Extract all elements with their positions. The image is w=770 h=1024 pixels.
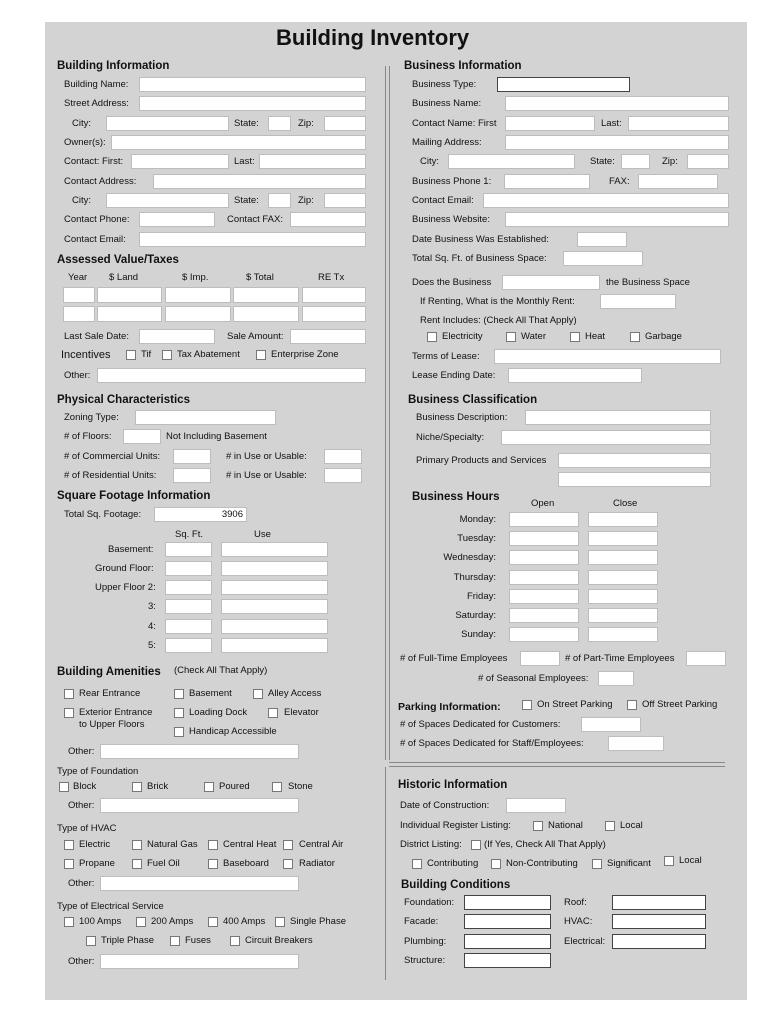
- hvac-heading: Type of HVAC: [57, 823, 117, 834]
- significant-checkbox[interactable]: [592, 859, 602, 869]
- business-contact-last-label: Last:: [601, 118, 622, 129]
- mailing-address-label: Mailing Address:: [412, 137, 482, 148]
- poured-label: Poured: [219, 781, 250, 792]
- col-imp: $ Imp.: [182, 272, 209, 283]
- hours-sunday: Sunday:: [461, 629, 496, 640]
- central-air-label: Central Air: [299, 839, 344, 850]
- district-listing-checkbox[interactable]: [471, 840, 481, 850]
- business-description-field[interactable]: [525, 410, 711, 425]
- contact-last-field[interactable]: [259, 154, 366, 169]
- lease-ending-label: Lease Ending Date:: [412, 370, 496, 381]
- assessed-heading: Assessed Value/Taxes: [57, 254, 179, 266]
- contact-fax-field[interactable]: [290, 212, 366, 227]
- contact-first-label: Contact: First:: [64, 156, 124, 167]
- structure-condition-label: Structure:: [404, 955, 446, 966]
- building-name-field[interactable]: [139, 77, 366, 92]
- 400-amps-checkbox[interactable]: [208, 917, 218, 927]
- business-info-heading: Business Information: [404, 60, 522, 72]
- incentives-other-label: Other:: [64, 370, 91, 381]
- plumbing-condition-field[interactable]: [464, 934, 551, 949]
- zip2-label: Zip:: [298, 195, 314, 206]
- triple-phase-checkbox[interactable]: [86, 936, 96, 946]
- close-column-label: Close: [613, 498, 638, 509]
- commercial-in-use-field[interactable]: [324, 449, 362, 464]
- mailing-address-field[interactable]: [505, 135, 729, 150]
- own-or-rent-field[interactable]: [502, 275, 600, 290]
- rear-entrance-checkbox[interactable]: [64, 689, 74, 699]
- use-column-label: Use: [254, 529, 271, 540]
- floor3-sqft-field[interactable]: [165, 599, 212, 614]
- alley-access-label: Alley Access: [268, 688, 322, 699]
- roof-condition-field[interactable]: [612, 895, 706, 910]
- loading-dock-label: Loading Dock: [189, 707, 248, 718]
- last-sale-label: Last Sale Date:: [64, 331, 129, 342]
- tuesday-close-field[interactable]: [588, 531, 658, 546]
- elevator-checkbox[interactable]: [268, 708, 278, 718]
- off-street-parking-label: Off Street Parking: [642, 699, 718, 710]
- 100-amps-label: 100 Amps: [79, 916, 122, 927]
- contact-name-label: Contact Name: First: [412, 118, 497, 129]
- zip2-field[interactable]: [324, 193, 366, 208]
- roof-condition-label: Roof:: [564, 897, 587, 908]
- foundation-heading: Type of Foundation: [57, 766, 139, 777]
- central-heat-checkbox[interactable]: [208, 840, 218, 850]
- part-time-field[interactable]: [686, 651, 726, 666]
- total-sqft-value: 3906: [221, 509, 243, 520]
- circuit-breakers-label: Circuit Breakers: [245, 935, 313, 946]
- contact-address-field[interactable]: [153, 174, 366, 189]
- stone-label: Stone: [288, 781, 313, 792]
- floor3-use-field[interactable]: [221, 599, 328, 614]
- ground-sqft-field[interactable]: [165, 561, 212, 576]
- exterior-entrance-label: Exterior Entrance: [79, 707, 153, 718]
- handicap-checkbox[interactable]: [174, 727, 184, 737]
- 100-amps-checkbox[interactable]: [64, 917, 74, 927]
- district-listing-label: District Listing:: [400, 839, 462, 850]
- assessed-land-1[interactable]: [97, 287, 162, 303]
- established-label: Date Business Was Established:: [412, 234, 549, 245]
- structure-condition-field[interactable]: [464, 953, 551, 968]
- incentives-other-field[interactable]: [97, 368, 366, 383]
- full-time-field[interactable]: [520, 651, 560, 666]
- business-space-label: the Business Space: [606, 277, 690, 288]
- city2-label: City:: [72, 195, 91, 206]
- hours-thursday: Thursday:: [453, 572, 496, 583]
- electrical-other-field[interactable]: [100, 954, 299, 969]
- non-contributing-label: Non-Contributing: [506, 858, 578, 869]
- hours-wednesday: Wednesday:: [443, 552, 496, 563]
- foundation-other-field[interactable]: [100, 798, 299, 813]
- sqft-row-5: 5:: [148, 640, 156, 651]
- business-fax-label: FAX:: [609, 176, 630, 187]
- contributing-checkbox[interactable]: [412, 859, 422, 869]
- lease-ending-field[interactable]: [508, 368, 642, 383]
- exterior-entrance-checkbox[interactable]: [64, 708, 74, 718]
- rent-includes-label: Rent Includes: (Check All That Apply): [420, 315, 577, 326]
- amenities-other-label: Other:: [68, 746, 95, 757]
- fuses-checkbox[interactable]: [170, 936, 180, 946]
- zip-field[interactable]: [324, 116, 366, 131]
- basement-label: Basement: [189, 688, 232, 699]
- monthly-rent-label: If Renting, What is the Monthly Rent:: [420, 296, 575, 307]
- incentives-label: Incentives: [61, 349, 111, 361]
- floor5-sqft-field[interactable]: [165, 638, 212, 653]
- foundation-other-label: Other:: [68, 800, 95, 811]
- monthly-rent-field[interactable]: [600, 294, 676, 309]
- commercial-units-field[interactable]: [173, 449, 211, 464]
- local-district-checkbox[interactable]: [664, 856, 674, 866]
- products-field-1[interactable]: [558, 453, 711, 468]
- water-label: Water: [521, 331, 546, 342]
- floors-label: # of Floors:: [64, 431, 112, 442]
- last-sale-field[interactable]: [139, 329, 215, 344]
- products-field-2[interactable]: [558, 472, 711, 487]
- block-label: Block: [73, 781, 97, 792]
- state2-field[interactable]: [268, 193, 291, 208]
- propane-label: Propane: [79, 858, 115, 869]
- local-checkbox[interactable]: [605, 821, 615, 831]
- individual-register-label: Individual Register Listing:: [400, 820, 511, 831]
- open-column-label: Open: [531, 498, 555, 509]
- business-phone-label: Business Phone 1:: [412, 176, 492, 187]
- hvac-other-field[interactable]: [100, 876, 299, 891]
- contact-email-field[interactable]: [139, 232, 366, 247]
- block-checkbox[interactable]: [59, 782, 69, 792]
- residential-in-use-field[interactable]: [324, 468, 362, 483]
- natural-gas-checkbox[interactable]: [132, 840, 142, 850]
- business-phone-field[interactable]: [504, 174, 590, 189]
- significant-label: Significant: [607, 858, 651, 869]
- hvac-condition-field[interactable]: [612, 914, 706, 929]
- building-info-heading: Building Information: [57, 60, 170, 72]
- business-state-label: State:: [590, 156, 615, 167]
- hvac-other-label: Other:: [68, 878, 95, 889]
- triple-phase-label: Triple Phase: [101, 935, 154, 946]
- circuit-breakers-checkbox[interactable]: [230, 936, 240, 946]
- zoning-field[interactable]: [135, 410, 276, 425]
- contact-first-field[interactable]: [131, 154, 229, 169]
- customer-spaces-field[interactable]: [581, 717, 641, 732]
- sqft-row-basement: Basement:: [108, 544, 154, 555]
- assessed-total-2[interactable]: [233, 306, 299, 322]
- enterprise-zone-checkbox[interactable]: [256, 350, 266, 360]
- col-land: $ Land: [109, 272, 139, 283]
- non-contributing-checkbox[interactable]: [491, 859, 501, 869]
- alley-access-checkbox[interactable]: [253, 689, 263, 699]
- total-business-sqft-label: Total Sq. Ft. of Business Space:: [412, 253, 547, 264]
- contact-last-label: Last:: [234, 156, 255, 167]
- elevator-label: Elevator: [284, 707, 319, 718]
- hours-monday: Monday:: [459, 514, 496, 525]
- amenities-note: (Check All That Apply): [174, 665, 268, 676]
- garbage-checkbox[interactable]: [630, 332, 640, 342]
- foundation-condition-label: Foundation:: [404, 897, 455, 908]
- contact-address-label: Contact Address:: [64, 176, 137, 187]
- column-divider: [389, 66, 390, 760]
- zoning-label: Zoning Type:: [64, 412, 119, 423]
- hours-friday: Friday:: [466, 591, 496, 602]
- central-air-checkbox[interactable]: [283, 840, 293, 850]
- business-contact-first-field[interactable]: [505, 116, 595, 131]
- business-city-label: City:: [420, 156, 439, 167]
- does-business-label: Does the Business: [412, 277, 492, 288]
- business-hours-heading: Business Hours: [412, 491, 500, 503]
- form-sheet: [45, 22, 747, 1000]
- floor5-use-field[interactable]: [221, 638, 328, 653]
- business-website-field[interactable]: [505, 212, 729, 227]
- local-label: Local: [620, 820, 643, 831]
- basement-checkbox[interactable]: [174, 689, 184, 699]
- owners-field[interactable]: [111, 135, 366, 150]
- part-time-label: # of Part-Time Employees: [565, 653, 675, 664]
- assessed-land-2[interactable]: [97, 306, 162, 322]
- customer-spaces-label: # of Spaces Dedicated for Customers:: [400, 719, 561, 730]
- fuses-label: Fuses: [185, 935, 211, 946]
- sqft-row-3: 3:: [148, 601, 156, 612]
- business-website-label: Business Website:: [412, 214, 490, 225]
- brick-label: Brick: [147, 781, 169, 792]
- plumbing-condition-label: Plumbing:: [404, 936, 447, 947]
- city-label: City:: [72, 118, 91, 129]
- 400-amps-label: 400 Amps: [223, 916, 266, 927]
- sale-amount-label: Sale Amount:: [227, 331, 284, 342]
- electrical-condition-label: Electrical:: [564, 936, 606, 947]
- baseboard-label: Baseboard: [223, 858, 269, 869]
- business-fax-field[interactable]: [638, 174, 718, 189]
- assessed-year-1[interactable]: [63, 287, 95, 303]
- hours-tuesday: Tuesday:: [457, 533, 496, 544]
- tax-abatement-label: Tax Abatement: [177, 349, 240, 360]
- column-divider: [385, 66, 386, 760]
- not-including-basement: Not Including Basement: [166, 431, 267, 442]
- assessed-retx-2[interactable]: [302, 306, 366, 322]
- brick-checkbox[interactable]: [132, 782, 142, 792]
- fuel-oil-label: Fuel Oil: [147, 858, 180, 869]
- baseboard-checkbox[interactable]: [208, 859, 218, 869]
- amenities-heading: Building Amenities: [57, 666, 161, 678]
- contact-email-label: Contact Email:: [64, 234, 126, 245]
- radiator-label: Radiator: [299, 858, 335, 869]
- on-street-parking-checkbox[interactable]: [522, 700, 532, 710]
- natural-gas-label: Natural Gas: [147, 839, 198, 850]
- classification-heading: Business Classification: [408, 394, 538, 406]
- sqft-column-label: Sq. Ft.: [175, 529, 203, 540]
- business-zip-field[interactable]: [687, 154, 729, 169]
- contributing-label: Contributing: [427, 858, 479, 869]
- off-street-parking-checkbox[interactable]: [627, 700, 637, 710]
- conditions-heading: Building Conditions: [401, 879, 511, 891]
- residential-in-use-label: # in Use or Usable:: [226, 470, 307, 481]
- street-address-field[interactable]: [139, 96, 366, 111]
- floor4-sqft-field[interactable]: [165, 619, 212, 634]
- business-email-label: Contact Email:: [412, 195, 474, 206]
- construction-date-label: Date of Construction:: [400, 800, 490, 811]
- sqft-row-4: 4:: [148, 621, 156, 632]
- ground-use-field[interactable]: [221, 561, 328, 576]
- total-business-sqft-field[interactable]: [563, 251, 643, 266]
- staff-spaces-label: # of Spaces Dedicated for Staff/Employees:: [400, 738, 584, 749]
- section-divider: [389, 762, 725, 763]
- business-name-field[interactable]: [505, 96, 729, 111]
- business-email-field[interactable]: [483, 193, 729, 208]
- electrical-other-label: Other:: [68, 956, 95, 967]
- parking-heading: Parking Information:: [398, 701, 501, 713]
- tif-checkbox[interactable]: [126, 350, 136, 360]
- propane-checkbox[interactable]: [64, 859, 74, 869]
- friday-close-field[interactable]: [588, 589, 658, 604]
- basement-use-field[interactable]: [221, 542, 328, 557]
- business-contact-last-field[interactable]: [628, 116, 729, 131]
- 200-amps-label: 200 Amps: [151, 916, 194, 927]
- full-time-label: # of Full-Time Employees: [400, 653, 508, 664]
- seasonal-field[interactable]: [598, 671, 634, 686]
- electrical-condition-field[interactable]: [612, 934, 706, 949]
- col-year: Year: [68, 272, 88, 283]
- residential-units-label: # of Residential Units:: [64, 470, 157, 481]
- upper2-sqft-field[interactable]: [165, 580, 212, 595]
- facade-condition-field[interactable]: [464, 914, 551, 929]
- assessed-retx-1[interactable]: [302, 287, 366, 303]
- contact-fax-label: Contact FAX:: [227, 214, 283, 225]
- seasonal-label: # of Seasonal Employees:: [478, 673, 589, 684]
- established-field[interactable]: [577, 232, 627, 247]
- contact-phone-label: Contact Phone:: [64, 214, 130, 225]
- sqft-heading: Square Footage Information: [57, 490, 211, 502]
- zip-label: Zip:: [298, 118, 314, 129]
- thursday-close-field[interactable]: [588, 570, 658, 585]
- construction-date-field[interactable]: [506, 798, 566, 813]
- business-zip-label: Zip:: [662, 156, 678, 167]
- contact-phone-field[interactable]: [139, 212, 215, 227]
- fuel-oil-checkbox[interactable]: [132, 859, 142, 869]
- col-re-tx: RE Tx: [318, 272, 345, 283]
- assessed-total-1[interactable]: [233, 287, 299, 303]
- niche-label: Niche/Specialty:: [416, 432, 485, 443]
- floor4-use-field[interactable]: [221, 619, 328, 634]
- water-checkbox[interactable]: [506, 332, 516, 342]
- wednesday-open-field[interactable]: [509, 550, 579, 565]
- business-description-label: Business Description:: [416, 412, 508, 423]
- electricity-checkbox[interactable]: [427, 332, 437, 342]
- col-total: $ Total: [246, 272, 274, 283]
- commercial-units-label: # of Commercial Units:: [64, 451, 161, 462]
- assessed-year-2[interactable]: [63, 306, 95, 322]
- saturday-open-field[interactable]: [509, 608, 579, 623]
- poured-checkbox[interactable]: [204, 782, 214, 792]
- enterprise-zone-label: Enterprise Zone: [271, 349, 339, 360]
- business-type-label: Business Type:: [412, 79, 477, 90]
- on-street-parking-label: On Street Parking: [537, 699, 613, 710]
- exterior-entrance-label-2: to Upper Floors: [79, 719, 145, 730]
- loading-dock-checkbox[interactable]: [174, 708, 184, 718]
- business-city-field[interactable]: [448, 154, 575, 169]
- foundation-condition-field[interactable]: [464, 895, 551, 910]
- business-name-label: Business Name:: [412, 98, 482, 109]
- niche-field[interactable]: [501, 430, 711, 445]
- owners-label: Owner(s):: [64, 137, 106, 148]
- products-label: Primary Products and Services: [416, 455, 547, 466]
- state2-label: State:: [234, 195, 259, 206]
- assessed-imp-1[interactable]: [165, 287, 231, 303]
- basement-sqft-field[interactable]: [165, 542, 212, 557]
- upper2-use-field[interactable]: [221, 580, 328, 595]
- total-sqft-label: Total Sq. Footage:: [64, 509, 142, 520]
- facade-condition-label: Facade:: [404, 916, 439, 927]
- handicap-label: Handicap Accessible: [189, 726, 277, 737]
- hours-saturday: Saturday:: [455, 610, 496, 621]
- saturday-close-field[interactable]: [588, 608, 658, 623]
- radiator-checkbox[interactable]: [283, 859, 293, 869]
- heat-label: Heat: [585, 331, 606, 342]
- national-checkbox[interactable]: [533, 821, 543, 831]
- historic-heading: Historic Information: [398, 779, 508, 791]
- thursday-open-field[interactable]: [509, 570, 579, 585]
- rear-entrance-label: Rear Entrance: [79, 688, 141, 699]
- total-sqft-field[interactable]: [154, 507, 247, 522]
- floors-field[interactable]: [123, 429, 161, 444]
- electric-checkbox[interactable]: [64, 840, 74, 850]
- business-state-field[interactable]: [621, 154, 650, 169]
- sqft-row-ground: Ground Floor:: [95, 563, 154, 574]
- electric-label: Electric: [79, 839, 111, 850]
- state-label: State:: [234, 118, 259, 129]
- sale-amount-field[interactable]: [290, 329, 366, 344]
- terms-of-lease-label: Terms of Lease:: [412, 351, 480, 362]
- sunday-close-field[interactable]: [588, 627, 658, 642]
- amenities-other-field[interactable]: [100, 744, 299, 759]
- column-divider: [385, 767, 386, 980]
- wednesday-close-field[interactable]: [588, 550, 658, 565]
- commercial-in-use-label: # in Use or Usable:: [226, 451, 307, 462]
- page-title: Building Inventory: [276, 25, 470, 50]
- physical-heading: Physical Characteristics: [57, 394, 190, 406]
- sunday-open-field[interactable]: [509, 627, 579, 642]
- heat-checkbox[interactable]: [570, 332, 580, 342]
- business-type-field[interactable]: [497, 77, 630, 92]
- terms-of-lease-field[interactable]: [494, 349, 721, 364]
- sqft-row-upper2: Upper Floor 2:: [95, 582, 156, 593]
- electrical-heading: Type of Electrical Service: [57, 901, 164, 912]
- monday-close-field[interactable]: [588, 512, 658, 527]
- assessed-imp-2[interactable]: [165, 306, 231, 322]
- single-phase-label: Single Phase: [290, 916, 346, 927]
- tif-label: Tif: [141, 349, 152, 360]
- stone-checkbox[interactable]: [272, 782, 282, 792]
- tax-abatement-checkbox[interactable]: [162, 350, 172, 360]
- state-field[interactable]: [268, 116, 291, 131]
- hvac-condition-label: HVAC:: [564, 916, 593, 927]
- monday-open-field[interactable]: [509, 512, 579, 527]
- local-district-label: Local: [679, 855, 702, 866]
- street-address-label: Street Address:: [64, 98, 129, 109]
- garbage-label: Garbage: [645, 331, 682, 342]
- city2-field[interactable]: [106, 193, 229, 208]
- central-heat-label: Central Heat: [223, 839, 277, 850]
- 200-amps-checkbox[interactable]: [136, 917, 146, 927]
- city-field[interactable]: [106, 116, 229, 131]
- if-yes-note: (If Yes, Check All That Apply): [484, 839, 606, 850]
- single-phase-checkbox[interactable]: [275, 917, 285, 927]
- building-name-label: Building Name:: [64, 79, 129, 90]
- section-divider: [389, 766, 725, 767]
- electricity-label: Electricity: [442, 331, 483, 342]
- residential-units-field[interactable]: [173, 468, 211, 483]
- staff-spaces-field[interactable]: [608, 736, 664, 751]
- tuesday-open-field[interactable]: [509, 531, 579, 546]
- national-label: National: [548, 820, 583, 831]
- friday-open-field[interactable]: [509, 589, 579, 604]
